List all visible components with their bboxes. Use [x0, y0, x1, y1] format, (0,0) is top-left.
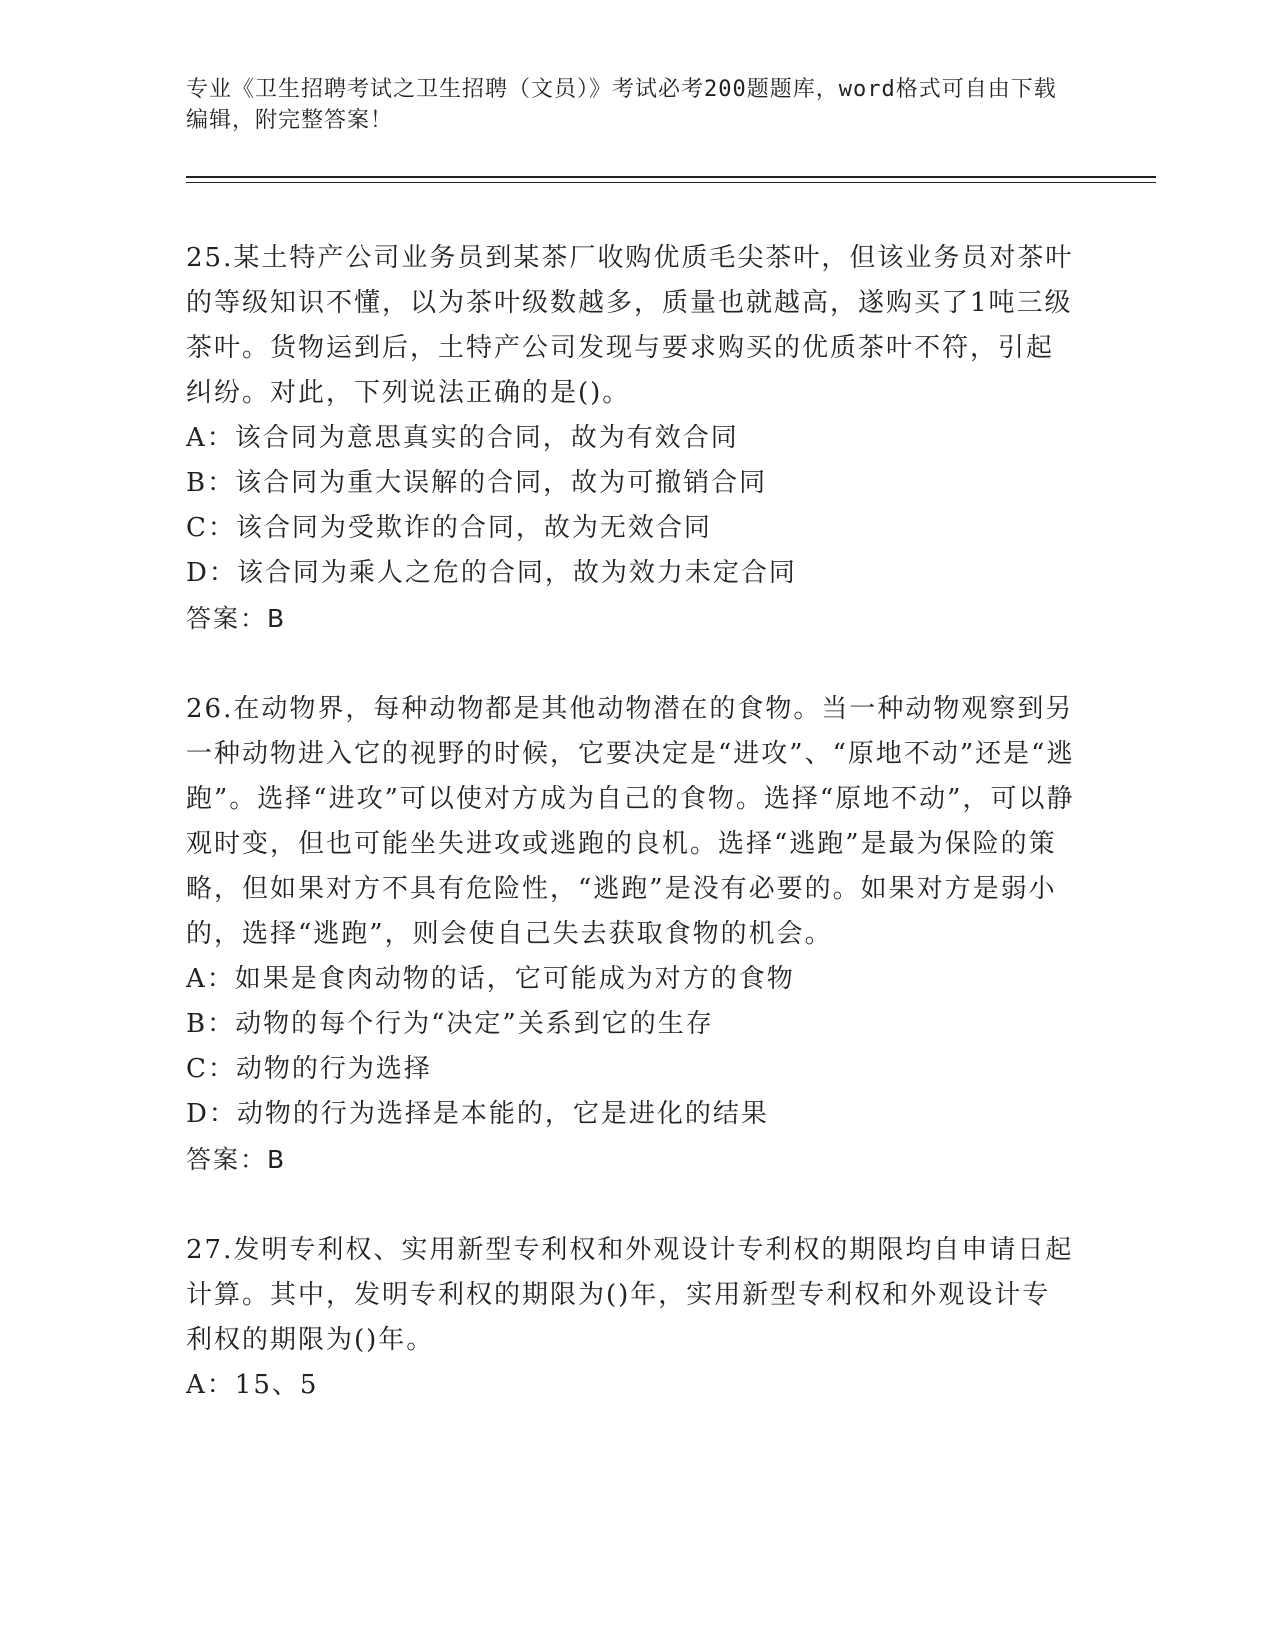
option-a: A：如果是食肉动物的话，它可能成为对方的食物: [186, 964, 795, 994]
option-c: C：该合同为受欺诈的合同，故为无效合同: [186, 513, 712, 543]
question-26: [186, 687, 1076, 1182]
option-d: D：该合同为乘人之危的合同，故为效力未定合同: [186, 558, 797, 588]
question-stem: 25.某土特产公司业务员到某茶厂收购优质毛尖茶叶，但该业务员对茶叶的等级知识不懂，以为茶叶级数越多，质量也就越高，遂购买了1吨三级茶叶。货物运到后，土特产公司发现与要求购买的优质茶叶不符，引起纠纷。对此，下列说法正确的是()。: [186, 243, 1074, 408]
option-b: B：该合同为重大误解的合同，故为可撤销合同: [186, 468, 768, 498]
answer: 答案：B: [186, 604, 287, 633]
header-divider-thin: [186, 182, 1156, 183]
option-c: C：动物的行为选择: [186, 1054, 432, 1084]
option-d: D：动物的行为选择是本能的，它是进化的结果: [186, 1099, 769, 1129]
question-27: [186, 1228, 1076, 1408]
option-b: B：动物的每个行为“决定”关系到它的生存: [186, 1009, 714, 1039]
option-a: A：该合同为意思真实的合同，故为有效合同: [186, 423, 739, 453]
document-header: 专业《卫生招聘考试之卫生招聘（文员）》考试必考200题题库，word格式可自由下载编辑，附完整答案！: [186, 77, 1057, 133]
header-divider-thick: [186, 176, 1156, 178]
question-list: [186, 236, 1076, 1454]
question-stem: 27.发明专利权、实用新型专利权和外观设计专利权的期限均自申请日起计算。其中，发明专利权的期限为()年，实用新型专利权和外观设计专利权的期限为()年。: [186, 1235, 1074, 1355]
option-a: A：15、5: [186, 1370, 319, 1400]
question-25: [186, 236, 1076, 641]
answer: 答案：B: [186, 1145, 287, 1174]
question-stem: 26.在动物界，每种动物都是其他动物潜在的食物。当一种动物观察到另一种动物进入它的视野的时候，它要决定是“进攻”、“原地不动”还是“逃跑”。选择“进攻”可以使对方成为自己的食物。选择“原地不动”，可以静观时变，但也可能坐失进攻或逃跑的良机。选择“逃跑”是最为保险的策略，但如果对方不具有危险性，“逃跑”是没有必要的。如果对方是弱小的，选择“逃跑”，则会使自己失去获取食物的机会。: [186, 694, 1075, 949]
